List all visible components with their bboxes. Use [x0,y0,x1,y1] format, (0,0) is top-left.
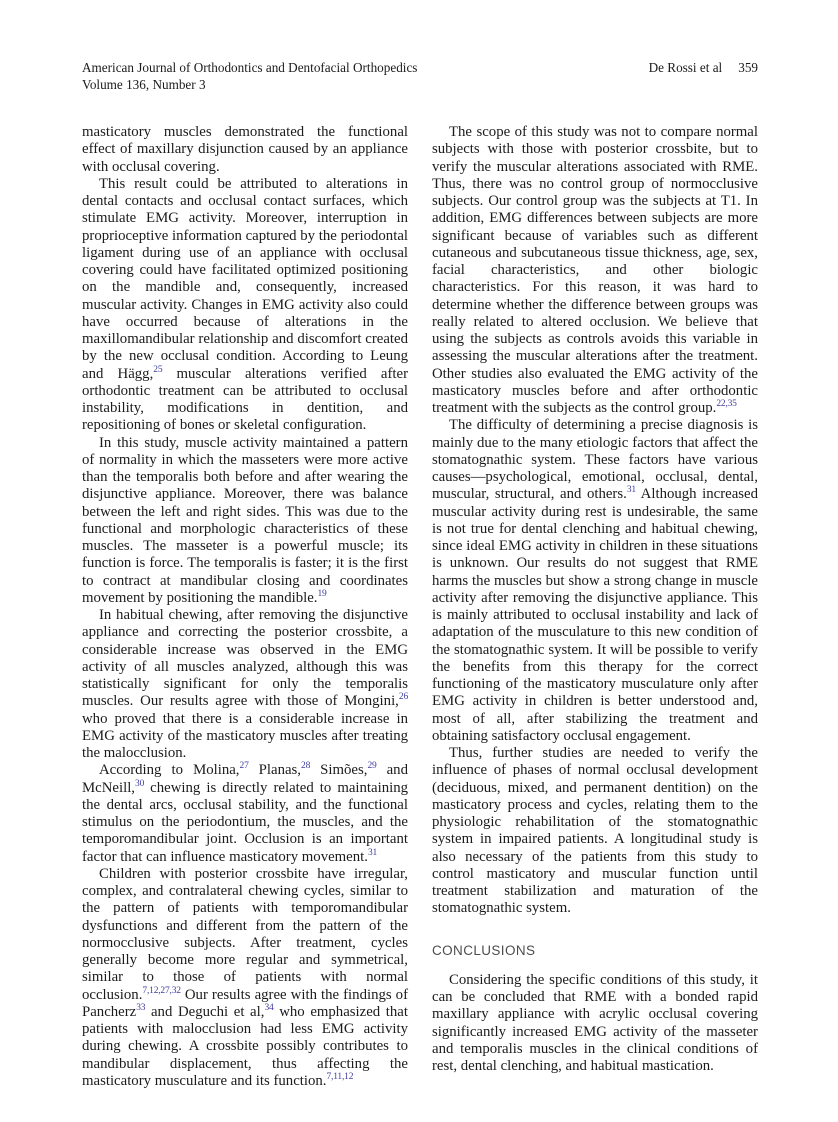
author-page-info [649,60,758,77]
journal-info [82,60,417,93]
paragraph: Considering the specific conditions of this study, it can be concluded that RME with a bonded rapid maxillary appliance with acrylic occlusal covering significantly increased EMG activity of the masseter and temporalis muscles in the clinical conditions of rest, dental clenching, and habitual mastication. [432,971,758,1074]
paragraph: According to Molina,$^{27}$ Planas,$^{28}$ Simões,$^{29}$ and McNeill,$^{30}$ chewing is directly related to maintaining the dental arcs, occlusal stability, and the functional stimulus on the periodontium, the muscles, and the temporomandibular joint. Occlusion is an important factor that can influence masticatory movement.$^{31}$ [82,761,408,865]
reference-superscript[interactable]: 7,12,27,32 [142,985,181,996]
reference-superscript[interactable]: 30 [135,778,145,789]
reference-superscript[interactable]: 34 [264,1002,274,1013]
running-header [82,60,758,93]
reference-superscript[interactable]: 33 [136,1002,146,1013]
reference-superscript[interactable]: 26 [398,692,408,703]
reference-superscript[interactable]: 7,11,12 [326,1071,354,1082]
paragraph: In this study, muscle activity maintained a pattern of normality in which the masseters were more active than the temporalis both before and after wearing the disjunctive appliance. Moreover, there was balance between the left and right sides. This was due to the functional and morphologic characteristics of these muscles. The masseter is a powerful muscle; its function is force. The temporalis is faster; it is the first to contract at mandibular closing and coordinates movement by positioning the mandible.$^{19}$ [82,434,408,606]
article-column-right [432,124,758,1090]
reference-superscript[interactable]: 27 [239,761,249,772]
section-heading: CONCLUSIONS [432,942,536,958]
reference-superscript[interactable]: 29 [367,761,377,772]
paragraph: The difficulty of determining a precise diagnosis is mainly due to the many etiologic factors that affect the stomatognathic system. These factors have various causes—psychological, emotional, occlusal, dental, muscular, structural, and others.$^{31}$ Although increased muscular activity during rest is undesirable, the same is not true for dental clenching and habitual chewing, since ideal EMG activity in children in these situations is unknown. Our results do not suggest that RME harms the muscles but show a strong change in muscle activity after removing the disjunctive appliance. This is mainly attributed to occlusal instability and lack of adaptation of the musculature to this new condition of the stomatognathic system. It will be possible to verify the benefits from this therapy for the correct functioning of the masticatory musculature only after EMG activity in children is better understood and, most of all, after stabilizing the treatment and obtaining satisfactory occlusal engagement. [432,417,758,744]
article-body [82,124,758,1090]
reference-superscript[interactable]: 31 [626,485,636,496]
paragraph: In habitual chewing, after removing the disjunctive appliance and correcting the posterior crossbite, a considerable increase was observed in the EMG activity of all muscles analyzed, although this was statistically significant for only the temporalis muscles. Our results agree with those of Mongini,$^{26}$ who proved that there is a considerable increase in EMG activity of the masticatory muscles after treating the malocclusion. [82,607,408,761]
reference-superscript[interactable]: 19 [317,588,327,599]
reference-superscript[interactable]: 22,35 [716,399,737,410]
reference-superscript[interactable]: 25 [153,364,163,375]
paragraph: The scope of this study was not to compare normal subjects with those with posterior crossbite, but to verify the muscular alterations associated with RME. Thus, there was no control group of normocclusive subjects. Our control group was the subjects at T1. In addition, EMG differences between subjects are more significant because of variables such as different cutaneous and subcutaneous tissue thickness, age, sex, facial characteristics, and other biologic characteristics. For this reason, it was hard to determine whether the difference between groups was really related to altered occlusion. We believe that using the subjects as controls avoids this variable in assessing the muscular alterations after the treatment. Other studies also evaluated the EMG activity of the masticatory muscles before and after orthodontic treatment with the subjects as the control group.$^{22,35}$ [432,124,758,416]
article-column-left [82,124,408,1090]
journal-issue: Volume 136, Number 3 [82,76,206,92]
paragraph: This result could be attributed to alterations in dental contacts and occlusal contact surfaces, which stimulate EMG activity. Moreover, interruption in proprioceptive information captured by the periodontal ligament during use of an appliance with occlusal covering could have facilitated optimized positioning on the mandible and, consequently, increased muscular activity. Changes in EMG activity also could have occurred because of alterations in the maxillomandibular relationship and discomfort created by the new occlusal condition. According to Leung and Hägg,$^{25}$ muscular alterations verified after orthodontic treatment can be attributed to occlusal instability, modifications in dentition, and repositioning of bones or skeletal configuration. [82,175,408,434]
running-authors: De Rossi et al [648,60,723,75]
paragraph: Children with posterior crossbite have irregular, complex, and contralateral chewing cycles, similar to the pattern of patients with temporomandibular dysfunctions and different from the pattern of the normocclusive subjects. After treatment, cycles generally become more regular and symmetrical, similar to those of patients with normal occlusion.$^{7,12,27,32}$ Our results agree with the findings of Pancherz$^{33}$ and Deguchi et al,$^{34}$ who emphasized that patients with malocclusion had less EMG activity during chewing. A crossbite possibly contributes to mandibular displacement, thus affecting the masticatory musculature and its function.$^{7,11,12}$ [82,865,408,1089]
page-number: 359 [738,60,758,75]
journal-name: American Journal of Orthodontics and Dentofacial Orthopedics [82,60,418,75]
paragraph: Thus, further studies are needed to verify the influence of phases of normal occlusal development (deciduous, mixed, and permanent dentition) on the masticatory process and cycles, relating them to the physiologic rehabilitation of the stomatognathic system in impaired patients. A longitudinal study is also necessary of the patients from this study to control masticatory and muscular function until treatment stabilization and maturation of the stomatognathic system. [432,745,758,917]
paragraph: masticatory muscles demonstrated the functional effect of maxillary disjunction caused by an appliance with occlusal covering. [82,124,408,175]
reference-superscript[interactable]: 31 [367,847,378,858]
reference-superscript[interactable]: 28 [301,761,311,772]
